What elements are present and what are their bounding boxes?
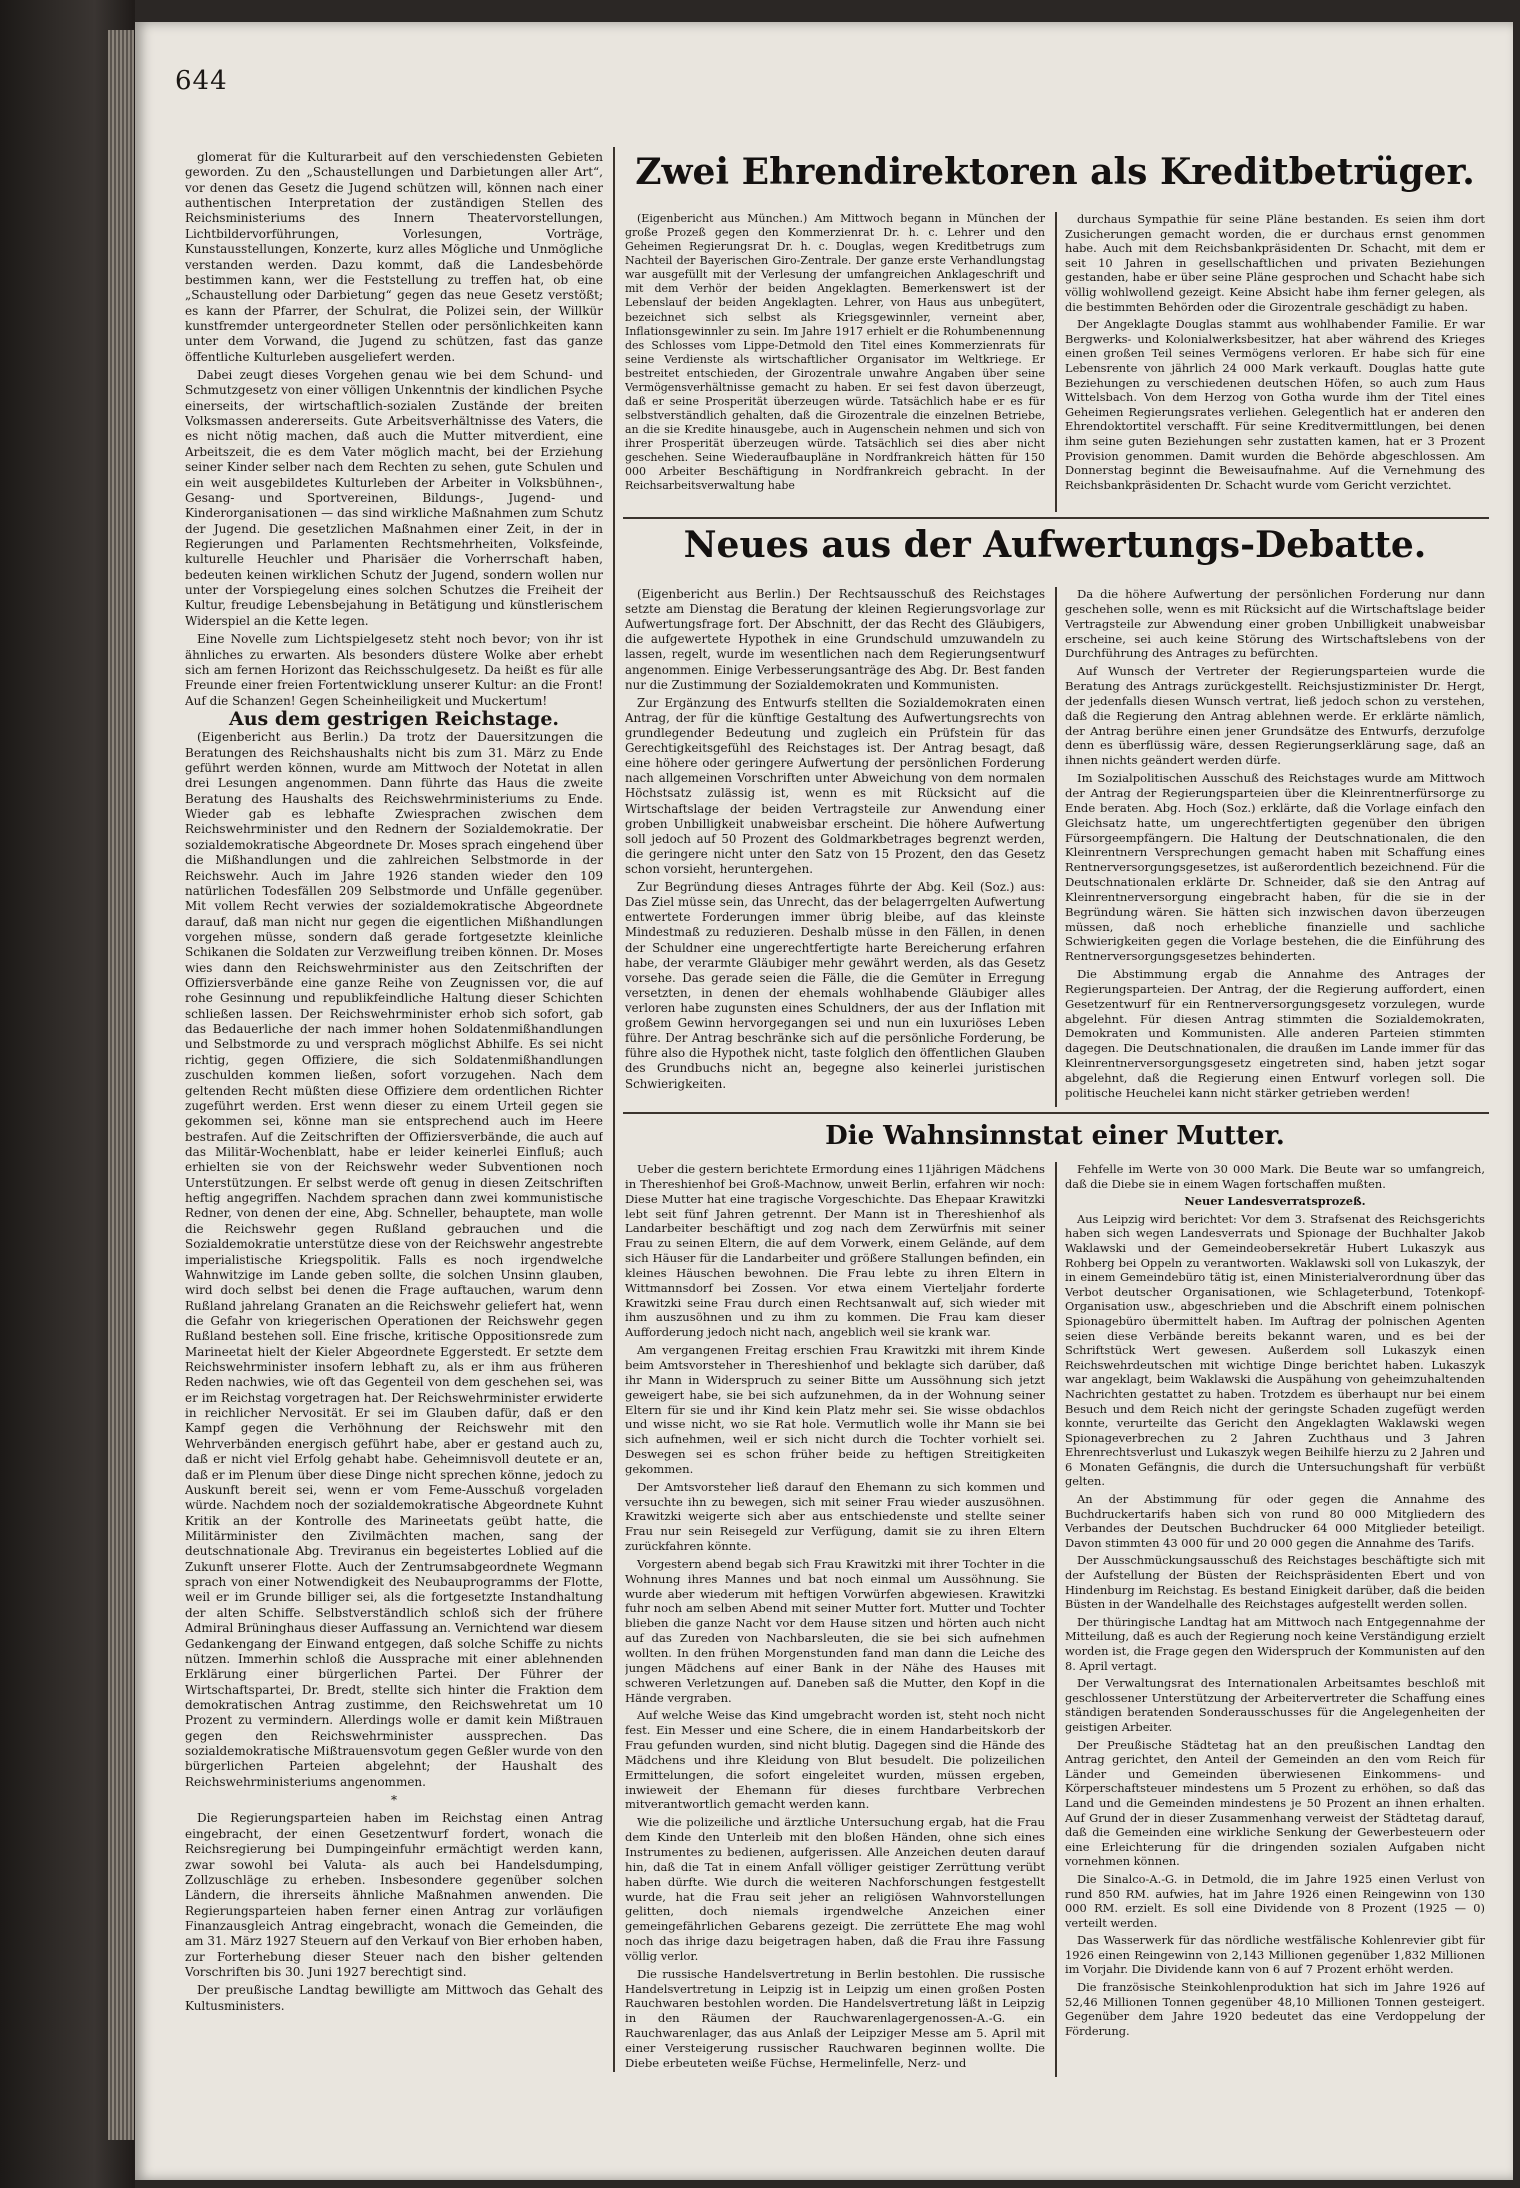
body-paragraph: Fehfelle im Werte von 30 000 Mark. Die Beute war so umfangreich, daß die Diebe sie in einem Wagen fortschaffen mußten.	[1065, 1162, 1485, 1191]
page-number: 644	[175, 66, 228, 96]
column-rule	[1055, 212, 1057, 512]
body-paragraph: Eine Novelle zum Lichtspielgesetz steht noch bevor; von ihr ist ähnliches zu erwarten. Als besonders düstere Wolke aber erhebt sich am fernen Horizont das Reichsschulgesetz. Da heißt es für alle Freunde einer freien Fortentwicklung unserer Kultur: an die Front! Auf die Schanzen! Gegen Scheinheiligkeit und Muckertum!	[185, 632, 603, 708]
section-rule	[623, 1112, 1489, 1114]
headline-kreditbetrueger: Zwei Ehrendirektoren als Kreditbetrüger.	[635, 151, 1475, 193]
headline-wahnsinnstat: Die Wahnsinnstat einer Mutter.	[825, 1121, 1285, 1151]
article1-column-a	[625, 212, 1045, 512]
body-paragraph: glomerat für die Kulturarbeit auf den verschiedensten Gebieten geworden. Zu den „Schaustellungen und Darbietungen aller Art“, vor denen das Gesetz die Jugend schützen will, können nach einer authentischen Interpretation der zuständigen Stellen des Reichsministeriums des Innern Theatervorstellungen, Lichtbildervorführungen, Vorlesungen, Vorträge, Kunstausstellungen, Konzerte, kurz alles Mögliche und Unmögliche verstanden werden. Dazu kommt, daß die Landesbehörde bestimmen kann, wer die Feststellung zu treffen hat, ob eine „Schaustellung oder Darbietung“ gegen das neue Gesetz verstößt; es kann der Pfarrer, der Schulrat, die Polizei sein, der Willkür kunstfremder untergeordneter Stellen oder persönlichkeiten kann unter dem Vorwand, die Jugend zu schützen, fast das ganze öffentliche Kulturleben ausgeliefert werden.	[185, 150, 603, 364]
body-paragraph: Auf Wunsch der Vertreter der Regierungsparteien wurde die Beratung des Antrags zurückgestellt. Reichsjustizminister Dr. Hergt, der jedenfalls diesen Wunsch vertrat, ließ jedoch schon zu verstehen, daß die Regierung den Antrag ablehnen werde. Er erklärte nämlich, der Antrag berühre einen jener Grundsätze des Entwurfs, derzufolge denn es überflüssig wäre, dessen Regierungserklärung sage, daß an ihnen nichts geändert werden dürfe.	[1065, 664, 1485, 768]
body-paragraph: Die Abstimmung ergab die Annahme des Antrages der Regierungsparteien. Der Antrag, der die Regierung auffordert, einen Gesetzentwurf für ein Rentnerversorgungsgesetz vorzulegen, wurde abgelehnt. Für diesen Antrag stimmten die Sozialdemokraten, Demokraten und Kommunisten. Alle anderen Parteien stimmten dagegen. Die Deutschnationalen, die draußen im Lande immer für das Kleinrentnerversorgungsgesetz eingetreten sind, haben jetzt sogar abgelehnt, daß die Regierung einen Entwurf vorlegen soll. Die politische Heuchelei kann nicht stärker getrieben werden!	[1065, 967, 1485, 1100]
section-rule	[623, 517, 1489, 519]
body-paragraph: Die Sinalco-A.-G. in Detmold, die im Jahre 1925 einen Verlust von rund 850 RM. aufwies, hat im Jahre 1926 einen Reingewinn von 130 000 RM. erzielt. Es soll eine Dividende von 8 Prozent (1925 — 0) verteilt werden.	[1065, 1871, 1485, 1930]
column-rule	[1055, 1162, 1057, 2077]
article2-column-b	[1065, 587, 1485, 1107]
body-paragraph: Da die höhere Aufwertung der persönlichen Forderung nur dann geschehen solle, wenn es mit Rücksicht auf die Wirtschaftslage beider Vertragsteile zur Abwendung einer groben Unbilligkeit unabweisbar erscheine, sei auch keine Störung des Wirtschaftslebens von der Durchführung des Antrages zu befürchten.	[1065, 587, 1485, 661]
body-paragraph: (Eigenbericht aus Berlin.) Der Rechtsausschuß des Reichstages setzte am Dienstag die Beratung der kleinen Regierungsvorlage zur Aufwertungsfrage fort. Der Abschnitt, der das Recht des Gläubigers, die aufgewertete Hypothek in eine Grundschuld umzuwandeln zu lassen, regelt, wurde im wesentlichen nach dem Regierungsentwurf angenommen. Einige Verbesserungsanträge des Abg. Dr. Best fanden nur die Zustimmung der Sozialdemokraten und Kommunisten.	[625, 587, 1045, 692]
body-paragraph: Das Wasserwerk für das nördliche westfälische Kohlenrevier gibt für 1926 einen Reingewinn von 2,143 Millionen gegenüber 1,832 Millionen im Vorjahr. Die Dividende kann von 6 auf 7 Prozent erhöht werden.	[1065, 1933, 1485, 1977]
article1-column-b	[1065, 212, 1485, 512]
body-paragraph: Wie die polizeiliche und ärztliche Untersuchung ergab, hat die Frau dem Kinde den Unterleib mit den bloßen Händen, ohne sich eines Instrumentes zu bedienen, aufgerissen. Alle Anzeichen deuten darauf hin, daß die Tat in einem Anfall völliger geistiger Zerrüttung verübt haben dürfte. Wie durch die weiteren Nachforschungen festgestellt wurde, hat die Frau seit jeher an religiösen Wahnvorstellungen gelitten, doch niemals irgendwelche Anzeichen einer gemeingefährlichen Gebarens gezeigt. Die zerrüttete Ehe mag wohl noch das ihrige dazu beigetragen haben, daß die Frau ihre Fassung völlig verlor.	[625, 1815, 1045, 1963]
body-paragraph: Ueber die gestern berichtete Ermordung eines 11jährigen Mädchens in Thereshienhof bei Groß-Machnow, unweit Berlin, erfahren wir noch: Diese Mutter hat eine tragische Vorgeschichte. Das Ehepaar Krawitzki lebt seit fünf Jahren getrennt. Der Mann ist in Thereshienhof als Landarbeiter beschäftigt und zog nach dem Zerwürfnis mit seiner Frau zu seinen Eltern, die auf dem Vorwerk, einem Gelände, auf dem sich Häuser für die Landarbeiter und größere Stallungen befinden, ein kleines Häuschen bewohnen. Die Frau lebte zu ihren Eltern in Wittmannsdorf bei Zossen. Vor etwa einem Vierteljahr forderte Krawitzki seine Frau durch einen Rechtsanwalt auf, sich wieder mit ihm auszusöhnen und zu ihm zu kommen. Die Frau kam dieser Aufforderung jedoch nicht nach, angeblich weil sie krank war.	[625, 1162, 1045, 1340]
body-paragraph: Vorgestern abend begab sich Frau Krawitzki mit ihrer Tochter in die Wohnung ihres Mannes und bat noch einmal um Aussöhnung. Sie wurde aber wiederum mit heftigen Vorwürfen abgewiesen. Krawitzki fuhr noch am selben Abend mit seiner Mutter fort. Mutter und Tochter blieben die ganze Nacht vor dem Hause sitzen und hörten auch nicht auf das Zureden von Nachbarsleuten, die sie bei sich aufnehmen wollten. In den frühen Morgenstunden fand man dann die Leiche des jungen Mädchens auf einer Bank in der Nähe des Hauses mit schweren Verletzungen auf. Daneben saß die Mutter, den Kopf in die Hände vergraben.	[625, 1556, 1045, 1705]
body-paragraph: (Eigenbericht aus München.) Am Mittwoch begann in München der große Prozeß gegen den Kommerzienrat Dr. h. c. Lehrer und den Geheimen Regierungsrat Dr. h. c. Douglas, wegen Kreditbetrugs zum Nachteil der Bayerischen Giro-Zentrale. Der ganze erste Verhandlungstag war ausgefüllt mit der Verlesung der umfangreichen Anklageschrift und mit dem Verhör der beiden Angeklagten. Bemerkenswert ist der Lebenslauf der beiden Angeklagten. Lehrer, von Haus aus unbegütert, bezeichnet sich selbst als Kriegsgewinnler, verneint aber, Inflationsgewinnler zu sein. Im Jahre 1917 erhielt er die Rohumbenennung des Schlosses vom Lippe-Detmold den Titel eines Kommerzienrats für seine Verdienste als wirtschaftlicher Organisator im Weltkriege. Er bestreitet entschieden, der Girozentrale unwahre Angaben über seine Vermögensverhältnisse gemacht zu haben. Er sei fest davon überzeugt, daß er seine Prosperität überzeugen würde. Tatsächlich habe er es für selbstverständlich gehalten, daß die Girozentrale die einzelnen Betriebe, an die sie Kredite hinausgebe, auch in Augenschein nehmen und sich von ihrer Prosperität überzeugen würde. Tatsächlich sei dies aber nicht geschehen. Seine Wiederaufbaupläne in Nordfrankreich hätten für 150 000 Arbeiter Beschäftigung in Nordfrankreich gebracht. In der Reichsarbeitsverwaltung habe	[625, 212, 1045, 493]
body-paragraph: Der Verwaltungsrat des Internationalen Arbeitsamtes beschloß mit geschlossener Unterstützung der Arbeitervertreter die Schaffung eines ständigen beratenden Sonderausschusses für die Angelegenheiten der geistigen Arbeiter.	[1065, 1676, 1485, 1734]
body-paragraph: Aus Leipzig wird berichtet: Vor dem 3. Strafsenat des Reichsgerichts haben sich wegen Landesverrats und Spionage der Buchhalter Jakob Waklawski und der Gemeindeobersekretär Hubert Lukaszyk aus Rohberg bei Oppeln zu verantworten. Waklawski soll von Lukaszyk, der in einem Gemeindebüro tätig ist, einen Ministerialverordnung über das Verbot deutscher Organisationen, wie Schlageterbund, Totenkopf-Organisation usw., abgeschrieben und die Abschrift einem polnischen Spionagebüro übermittelt haben. Im Auftrag der polnischen Agenten seien diese Verbände bereits bekannt waren, und es bei der Schriftstück Wert gewesen. Außerdem soll Lukaszyk einen Reichswehrdeutschen mit wichtige Dinge berichtet haben. Lukaszyk war angeklagt, beim Waklawski die Auspähung von geheimzuhaltenden Nachrichten gestattet zu haben. Trotzdem es überhaupt nur bei einem Besuch und dem Reich nicht der geringste Schaden zugefügt werden konnte, verurteilte das Gericht den Angeklagten Waklawski wegen Spionageverbrechen zu 2 Jahren Zuchthaus und 3 Jahren Ehrenrechtsverlust und Lukaszyk wegen Beihilfe hierzu zu 2 Jahren und 6 Monaten Gefängnis, die durch die Untersuchungshaft für verbüßt gelten.	[1065, 1211, 1485, 1489]
headline-aufwertungs-debatte: Neues aus der Aufwertungs-Debatte.	[683, 524, 1427, 566]
column-rule	[613, 147, 615, 2072]
body-paragraph: durchaus Sympathie für seine Pläne bestanden. Es seien ihm dort Zusicherungen gemacht worden, die er durchaus ernst genommen habe. Auch mit dem Reichsbankpräsidenten Dr. Schacht, mit dem er seit 10 Jahren in gesellschaftlichen und privaten Beziehungen gestanden, habe er über seine Pläne gesprochen und Schacht habe sich völlig wohlwollend gezeigt. Keine Absicht habe ihm ferner gelegen, als die bestimmten Behörden oder die Girozentrale geschädigt zu haben.	[1065, 212, 1485, 314]
body-paragraph: An der Abstimmung für oder gegen die Annahme des Buchdruckertarifs haben sich von rund 80 000 Mitgliedern des Verbandes der Deutschen Buchdrucker 64 000 Mitglieder beteiligt. Davon stimmten 43 000 für und 20 000 gegen die Annahme des Tarifs.	[1065, 1492, 1485, 1550]
section-separator: *	[391, 1793, 397, 1808]
body-paragraph: Zur Ergänzung des Entwurfs stellten die Sozialdemokraten einen Antrag, der für die künftige Gestaltung des Aufwertungsrechts von grundlegender Bedeutung und zugleich ein Prüfstein für das Gerechtigkeitsgefühl des Reichstages ist. Der Antrag besagt, daß eine höhere oder geringere Aufwertung der persönlichen Forderung nach allgemeinen Vorschriften unter Abweichung von dem normalen Höchstsatz zulässig ist, wenn es mit Rücksicht auf die Wirtschaftslage der beiden Vertragsteile zur Anwendung einer groben Unbilligkeit unabweisbar erscheint. Die höhere Aufwertung soll jedoch auf 50 Prozent des Goldmarkbetrages begrenzt werden, die geringere nicht unter den Satz von 15 Prozent, den das Gesetz schon vorsieht, heruntergehen.	[625, 695, 1045, 876]
body-paragraph: Der Angeklagte Douglas stammt aus wohlhabender Familie. Er war Bergwerks- und Kolonialwerksbesitzer, hat aber während des Krieges einen großen Teil seines Vermögens verloren. Er habe sich für eine Lebensrente von jährlich 24 000 Mark verkauft. Douglas hatte gute Beziehungen zu verschiedenen deutschen Höfen, so auch zum Haus Wittelsbach. Von dem Herzog von Gotha wurde ihm der Titel eines Geheimen Regierungsrates verliehen. Gelegentlich hat er anderen den Ehrendoktortitel verschafft. Für seine Kreditvermittlungen, bei denen ihm seine guten Beziehungen sehr zustatten kamen, hat er 3 Prozent Provision genommen. Damit wurden die Behörde abgeschlossen. Am Donnerstag beginnt die Beweisaufnahme. Auf die Vernehmung des Reichsbankpräsidenten Dr. Schacht wurde vom Gericht verzichtet.	[1065, 317, 1485, 492]
body-paragraph: Der Preußische Städtetag hat an den preußischen Landtag den Antrag gerichtet, den Anteil der Gemeinden an den vom Reich für Länder und Gemeinden überwiesenen Einkommens- und Körperschaftsteuer mindestens um 5 Prozent zu erhöhen, so daß das Land und die Gemeinden mindestens je 50 Prozent an ihnen erhalten. Auf Grund der in dieser Zusammenhang verweist der Städtetag darauf, daß die Gemeinden eine wirkliche Senkung der Gewerbesteuern oder eine Erleichterung für die dringenden sozialen Aufgaben nicht vornehmen können.	[1065, 1737, 1485, 1869]
body-paragraph: Am vergangenen Freitag erschien Frau Krawitzki mit ihrem Kinde beim Amtsvorsteher in Thereshienhof und beklagte sich darüber, daß ihr Mann in Widerspruch zu seiner Bitte um Aussöhnung sich jetzt geweigert habe, sie bei sich aufzunehmen, da in der Wohnung seiner Eltern für sie und ihr Kind kein Platz mehr sei. Sie wisse obdachlos und wisse nicht, wo sie Rat hole. Vermutlich wolle ihr Mann sie bei sich aufnehmen, weil er sich nicht durch die Tochter vorhielt sei. Deswegen sei es schon früher beide zu heftigen Streitigkeiten gekommen.	[625, 1343, 1045, 1476]
column-rule	[1055, 587, 1057, 1107]
newspaper-page	[135, 22, 1513, 2180]
left-column	[185, 150, 603, 2075]
body-paragraph: Auf welche Weise das Kind umgebracht worden ist, steht noch nicht fest. Ein Messer und eine Schere, die in einem Handarbeitskorb der Frau gefunden wurden, sind nicht blutig. Dagegen sind die Hände des Mädchens und ihre Kleidung von Blut besudelt. Die polizeilichen Ermittelungen, die sofort eingeleitet wurden, müssen ergeben, inwieweit der Ehemann für dieses furchtbare Verbrechen mitverantwortlich gemacht werden kann.	[625, 1708, 1045, 1812]
article3-column-b	[1065, 1162, 1485, 2077]
body-paragraph: Im Sozialpolitischen Ausschuß des Reichstages wurde am Mittwoch der Antrag der Regierungsparteien über die Kleinrentnerfürsorge zu Ende beraten. Abg. Hoch (Soz.) erklärte, daß die Vorlage einfach den Gleichsatz hatte, um ungerechtfertigten gegenüber den übrigen Fürsorgeempfängern. Die Haltung der Deutschnationalen, die den Kleinrentnern Versprechungen gemacht haben mit Schaffung eines Rentnerversorgungsgesetzes, ist außerordentlich bezeichnend. Für die Deutschnationalen erklärte Dr. Schneider, daß sie den Antrag auf Kleinrentnerversorgung eingebracht haben, für die sie in der Begründung wären. Sie hätten sich inzwischen davon überzeugen müssen, daß noch erhebliche finanzielle und sachliche Schwierigkeiten gegen die Vorlage bestehen, die die Einführung des Rentnerversorgungsgesetzes behinderten.	[1065, 771, 1485, 964]
body-paragraph: Die russische Handelsvertretung in Berlin bestohlen. Die russische Handelsvertretung in Leipzig ist in Leipzig um einen großen Posten Rauchwaren bestohlen worden. Die Handelsvertretung läßt in Leipzig in den Räumen der Rauchwarenlagergenossen-A.-G. ein Rauchwarenlager, das aus Anlaß der Leipziger Messe am 5. April mit einer Versteigerung russischer Rauchwaren beginnen wollte. Die Diebe erbeuteten weiße Füchse, Hermelinfelle, Nerz- und	[625, 1966, 1045, 2070]
body-paragraph: Die französische Steinkohlenproduktion hat sich im Jahre 1926 auf 52,46 Millionen Tonnen gegenüber 48,10 Millionen Tonnen gesteigert. Gegenüber dem Jahre 1920 bedeutet das eine Verdoppelung der Förderung.	[1065, 1980, 1485, 2038]
body-paragraph: Der thüringische Landtag hat am Mittwoch nach Entgegennahme der Mitteilung, daß es auch der Regierung noch keine Verständigung erzielt worden ist, die Frage gegen den Widerspruch der Kommunisten auf den 8. April vertagt.	[1065, 1614, 1485, 1673]
body-paragraph: Der Ausschmückungsausschuß des Reichstages beschäftigte sich mit der Aufstellung der Büsten der Reichspräsidenten Ebert und von Hindenburg im Reichstag. Es bestand Einigkeit darüber, daß die beiden Büsten in der Wandelhalle des Reichstages aufgestellt werden sollen.	[1065, 1553, 1485, 1612]
body-paragraph: Zur Begründung dieses Antrages führte der Abg. Keil (Soz.) aus: Das Ziel müsse sein, das Unrecht, das der belagerrgelten Aufwertung entwertete Forderungen immer übrig bleibe, auf das kleinste Mindestmaß zu reduzieren. Deshalb müsse in den Fällen, in denen der Schuldner eine ungerechtfertigte harte Bereicherung erfahren habe, der verarmte Gläubiger mehr gewährt werden, als das Gesetz vorsehe. Das gerade seien die Fälle, die die Gemüter in Erregung versetzten, in denen der ehemals wohlhabende Gläubiger alles verloren habe zugunsten eines Schuldners, der aus der Inflation mit großem Gewinn hervorgegangen sei und nun ein luxuriöses Leben führe. Der Antrag beschränke sich auf die persönliche Forderung, be führe also die Hypothek nicht, taste folglich den öffentlichen Glauben des Grundbuchs nicht an, begegne also keinerlei juristischen Schwierigkeiten.	[625, 880, 1045, 1091]
body-paragraph: Die Regierungsparteien haben im Reichstag einen Antrag eingebracht, der einen Gesetzentwurf fordert, wonach die Reichsregierung bei Dumpingeinfuhr ermächtigt werden kann, zwar sowohl bei Valuta- als auch bei Handelsdumping, Zollzuschläge zu erheben. Insbesondere gegenüber solchen Ländern, die ihrerseits ähnliche Maßnahmen anwenden. Die Regierungsparteien haben ferner einen Antrag zur vorläufigen Finanzausgleich Antrag eingebracht, wonach die Gemeinden, die am 31. März 1927 Steuern auf den Verkauf von Bier erhoben haben, zur Forterhebung dieser Steuer nach den bisher geltenden Vorschriften bis 30. Juni 1927 berechtigt sind.	[185, 1811, 603, 1980]
body-paragraph: Dabei zeugt dieses Vorgehen genau wie bei dem Schund- und Schmutzgesetz von einer völligen Unkenntnis der kindlichen Psyche einerseits, der wirtschaftlich-sozialen Zustände der breiten Volksmassen andererseits. Gute Arbeitsverhältnisse des Vaters, die es nicht nötig machen, daß auch die Mutter mitverdient, eine Arbeitszeit, die es dem Vater möglich macht, bei der Erziehung seiner Kinder selber nach dem Rechten zu sehen, gute Schulen und ein weit ausgebildetes Kulturleben der Arbeiter in Volksbühnen-, Gesang- und Sportvereinen, Bildungs-, Jugend- und Kinderorganisationen — das sind wirkliche Maßnahmen zum Schutz der Jugend. Die gesetzlichen Maßnahmen einer Zeit, in der in Regierungen und Parlamenten Rechtsmehrheiten, Volksfeinde, kulturelle Heuchler und Pharisäer die Vorherrschaft haben, bedeuten keinen wirklichen Schutz der Jugend, sondern wollen nur unter der Vorspiegelung eines solchen Schutzes die Freiheit der Kultur, freudige Lebensbejahung in Betätigung und künstlerischem Widerspiel an die Kette legen.	[185, 368, 603, 628]
article3-column-a	[625, 1162, 1045, 2077]
body-paragraph: (Eigenbericht aus Berlin.) Da trotz der Dauersitzungen die Beratungen des Reichshaushalts nicht bis zum 31. März zu Ende geführt werden können, wurde am Mittwoch der Notetat in allen drei Lesungen angenommen. Dann führte das Haus die zweite Beratung des Haushalts des Reichswehrministeriums zu Ende. Wieder gab es lebhafte Zwiesprachen zwischen dem Reichswehrminister und den Rednern der Sozialdemokratie. Der sozialdemokratische Abgeordnete Dr. Moses sprach eingehend über die Mißhandlungen und die zahlreichen Selbstmorde in der Reichswehr. Auch im Jahre 1926 standen wieder den 109 natürlichen Todesfällen 209 Selbstmorde und Unfälle gegenüber. Mit vollem Recht verwies der sozialdemokratische Abgeordnete darauf, daß man nicht nur gegen die eigentlichen Mißhandlungen vorgehen müsse, sondern daß gerade fortgesetzte kleinliche Schikanen die Soldaten zur Verzweiflung treiben können. Dr. Moses wies dann den Reichswehrminister aus den Zeitschriften der Offiziersverbände eine ganze Reihe von Zeugnissen vor, die auf rohe Gesinnung und republikfeindliche Haltung dieser Schichten schließen lassen. Der Reichswehrminister erhob sich sofort, gab das Bedauerliche der nach immer hohen Soldatenmißhandlungen und Selbstmorde zu und versprach möglichst Abhilfe. Es sei nicht richtig, gegen Offiziere, die sich Soldatenmißhandlungen zuschulden kommen ließen, sofort vorzugehen. Nach dem geltenden Recht müßten diese Offiziere dem ordentlichen Richter zugeführt werden. Erst wenn dieser zu einem Urteil gegen sie gekommen sei, könne man sie entsprechend auch im Heere bestrafen. Auf die Zeitschriften der Offiziersverbände, die auch auf das Militär-Wochenblatt, habe er leider keinerlei Einfluß; auch erhielten sie von der Reichswehr weder Subventionen noch Unterstützungen. Er selbst werde oft genug in diesen Zeitschriften heftig angegriffen. Nachdem sprachen dann zwei kommunistische Redner, von denen der eine, Abg. Schneller, behauptete, man wolle die Reichswehr gegen Rußland gebrauchen und die Sozialdemokratie unterstütze diese von der Reichswehr angestrebte imperialistische Kriegspolitik. Falls es noch irgendwelche Wahnwitzige im Lande geben sollte, die solchen Unsinn glauben, wird doch selbst bei denen die Frage auftauchen, warum denn Rußland jahrelang Granaten an die Reichswehr geliefert hat, wenn die Gefahr von kriegerischen Operationen der Reichswehr gegen Rußland bestehen soll. Eine frische, kritische Oppositionsrede zum Marineetat hielt der Kieler Abgeordnete Eggerstedt. Er setzte dem Reichswehrminister insofern lebhaft zu, als er ihm aus früheren Reden nachwies, wie oft das Gegenteil von dem geschehen sei, was er im Reichstag vorgetragen hat. Der Reichswehrminister erwiderte in reichlicher Nervosität. Er sei im Glauben dafür, daß er den Kampf gegen die Verhöhnung der Reichswehr mit den Wehrverbänden energisch geführt habe, aber er gestand auch zu, daß er nicht viel Erfolg gehabt habe. Geheimnisvoll deutete er an, daß er im Plenum über diese Dinge nicht sprechen könne, jedoch zu Auskunft bereit sei, wenn er vom Feme-Ausschuß vorgeladen würde. Nachdem noch der sozialdemokratische Abgeordnete Kuhnt Kritik an der Kontrolle des Marineetats geübt hatte, die Militärminister den Zivilmächten machen, sang der deutschnationale Abg. Treviranus ein begeistertes Loblied auf die Zukunft unserer Flotte. Auch der Zentrumsabgeordnete Wegmann sprach von einer Notwendigkeit des Neubauprogramms der Flotte, weil er im Grunde billiger sei, als die fortgesetzte Instandhaltung der alten Schiffe. Selbstverständlich schloß sich der frühere Admiral Brüninghaus dieser Auffassung an. Vernichtend war diesem Gedankengang der Einwand entgegen, daß solche Schiffe zu nichts nützen. Immerhin schloß die Aussprache mit einer ablehnenden Erklärung einer bürgerlichen Partei. Der Führer der Wirtschaftspartei, Dr. Bredt, stellte sich hinter die Fraktion dem demokratischen Antrag zustimme, den Reichswehretat um 10 Prozent zu vermindern. Allerdings wolle er damit kein Mißtrauen gegen den Reichswehrminister aussprechen. Das sozialdemokratische Mißtrauensvotum gegen Geßler wurde von den bürgerlichen Parteien abgelehnt; der Haushalt des Reichswehrministeriums angenommen.	[185, 730, 603, 1789]
page-edges	[108, 30, 134, 2140]
body-paragraph: Der preußische Landtag bewilligte am Mittwoch das Gehalt des Kultusministers.	[185, 1983, 603, 2013]
minor-heading: Neuer Landesverratsprozeß.	[1184, 1194, 1366, 1209]
article2-column-a	[625, 587, 1045, 1107]
body-paragraph: Der Amtsvorsteher ließ darauf den Ehemann zu sich kommen und versuchte ihn zu bewegen, sich mit seiner Frau wieder auszusöhnen. Krawitzki weigerte sich aber aus entschiedenste und stellte seiner Frau nur sein Reisegeld zur Verfügung, damit sie zu ihren Eltern zurückfahren könnte.	[625, 1479, 1045, 1554]
section-heading: Aus dem gestrigen Reichstage.	[228, 707, 560, 730]
